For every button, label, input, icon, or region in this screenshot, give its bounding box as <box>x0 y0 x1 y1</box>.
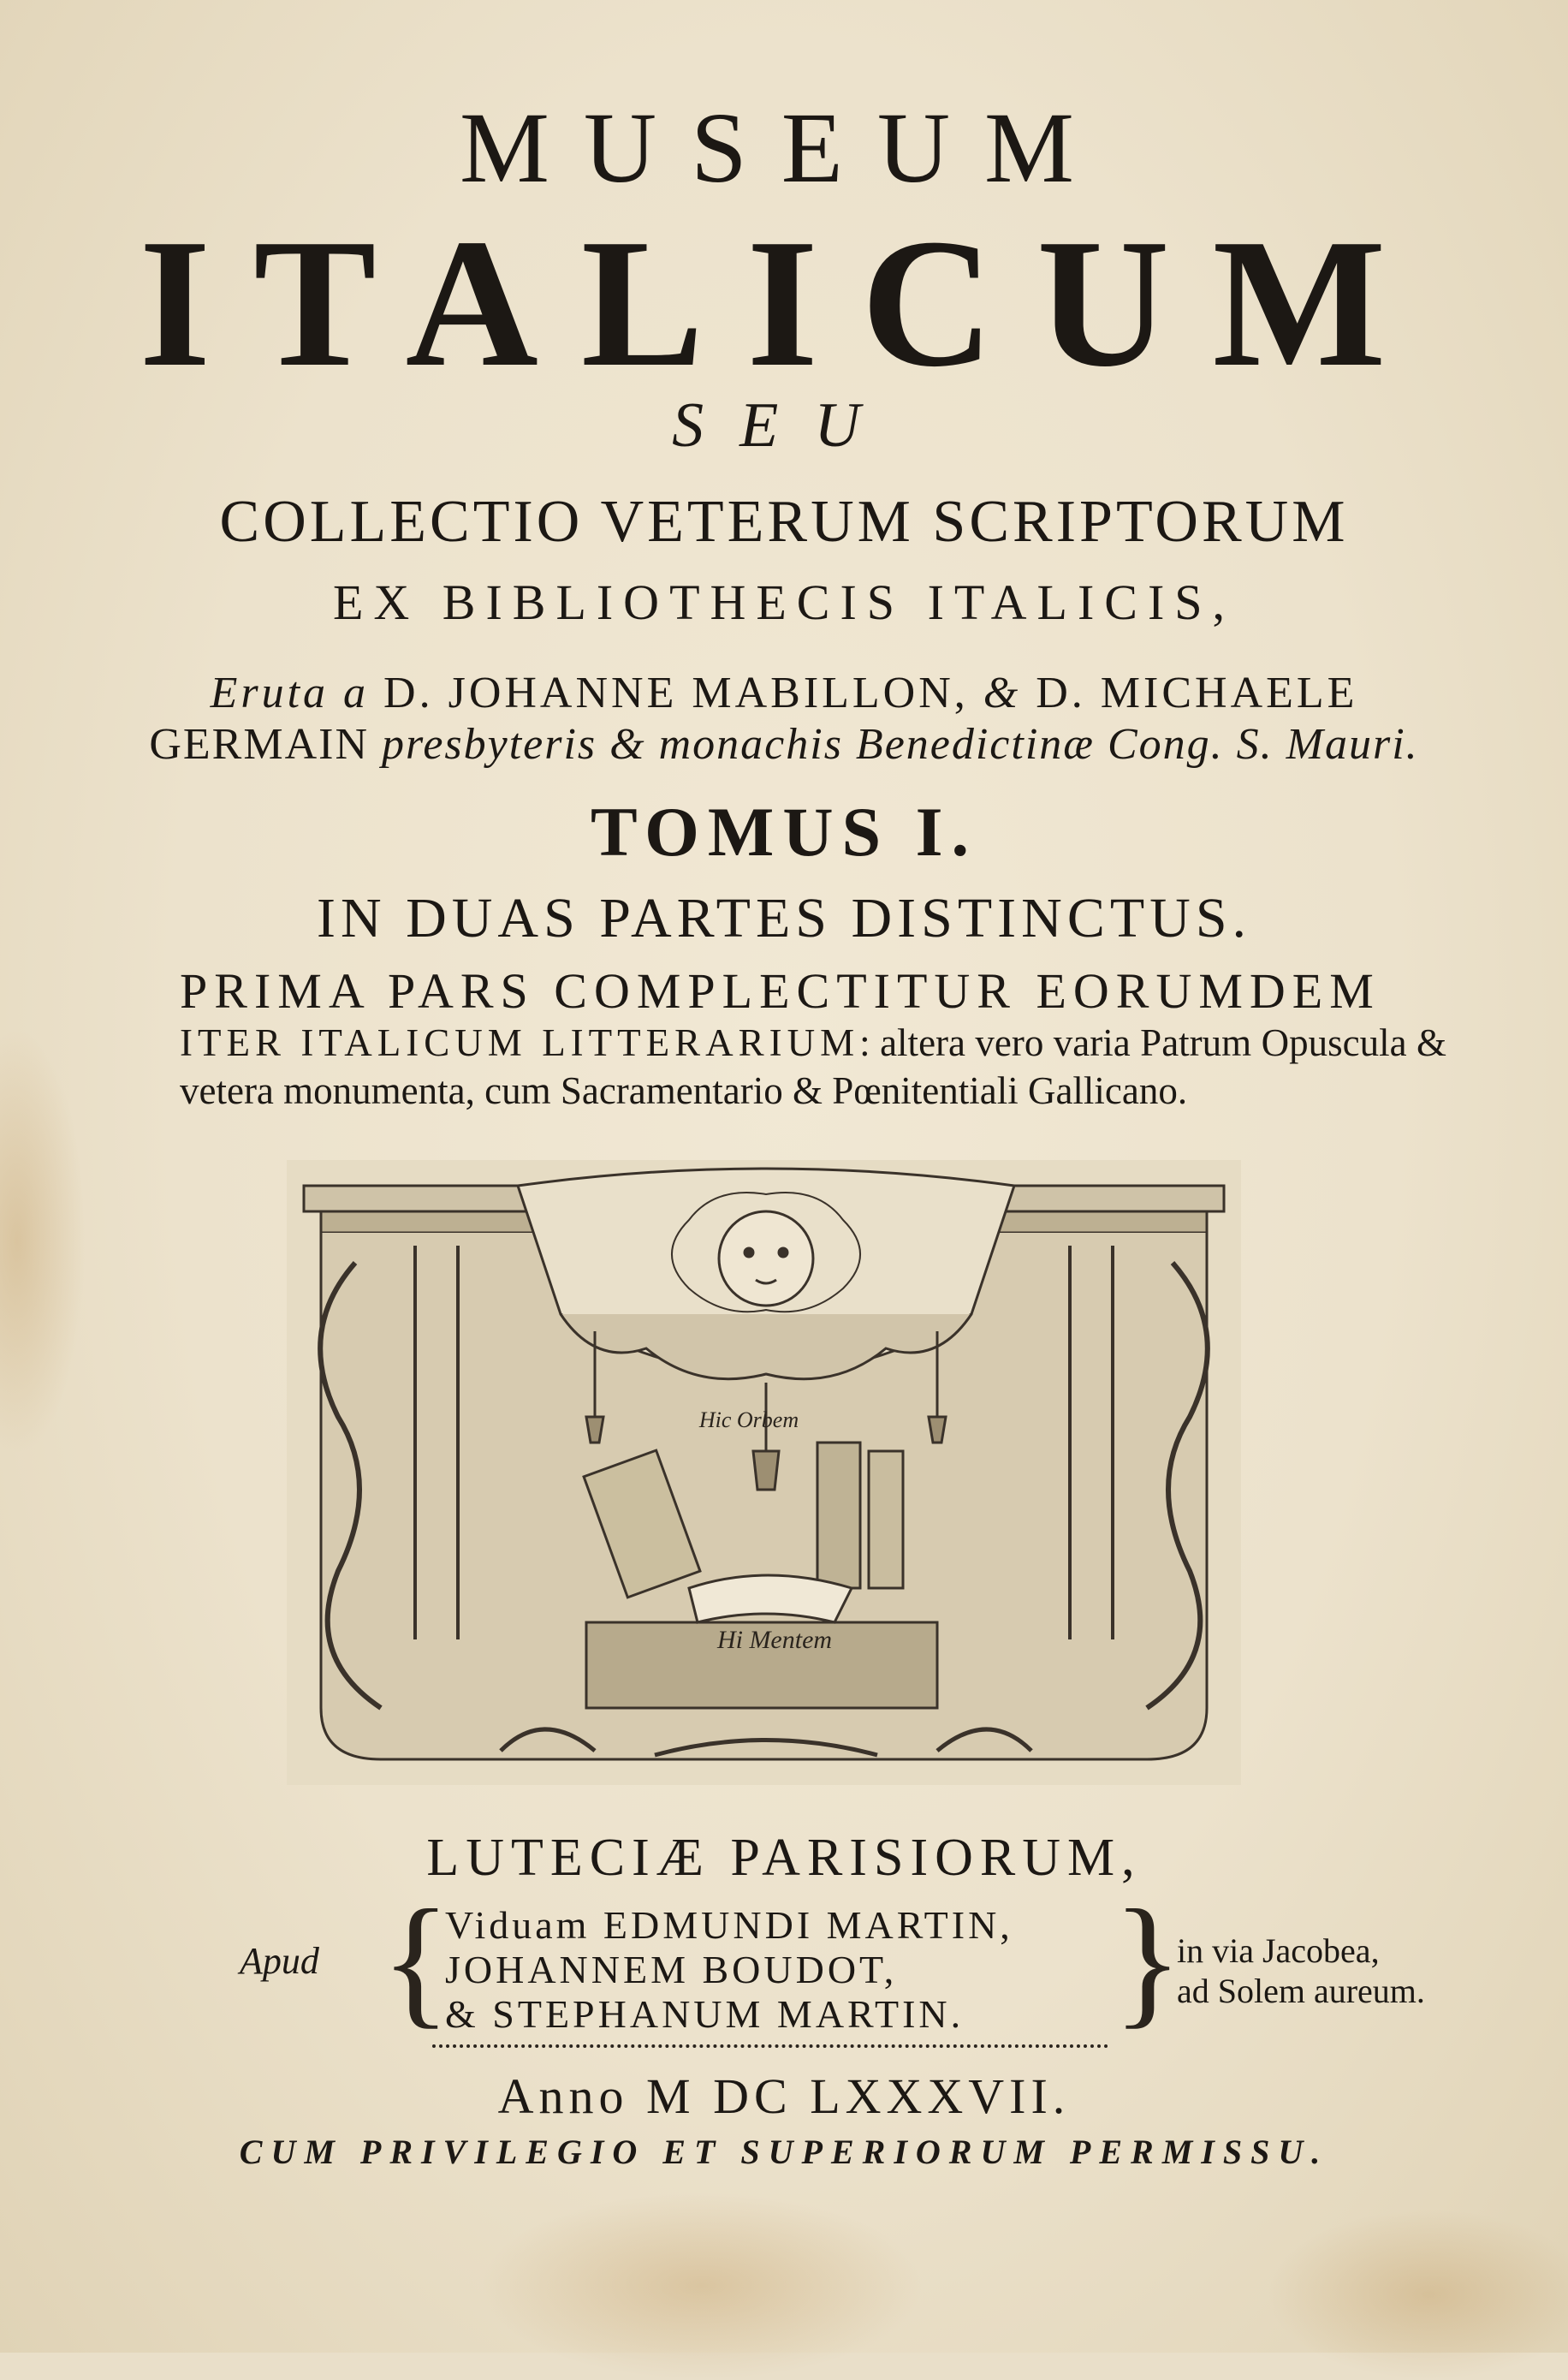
editor-michaele: D. MICHAELE <box>1036 669 1358 717</box>
editor-mabillon: D. JOHANNE MABILLON, <box>383 669 969 717</box>
engraved-vignette <box>287 1160 1241 1785</box>
imprint-year: Anno M DC LXXXVII. <box>497 2068 1071 2124</box>
editors-line-1 <box>0 668 1568 718</box>
imprint-apud: Apud <box>240 1940 319 1982</box>
publisher-1: Viduam EDMUNDI MARTIN, <box>445 1903 1013 1947</box>
subtitle-collectio: COLLECTIO VETERUM SCRIPTORUM <box>219 489 1349 555</box>
description-caps: PRIMA PARS COMPLECTITUR EORUMDEM <box>180 963 1381 1019</box>
privilege-line: CUM PRIVILEGIO ET SUPERIORUM PERMISSU. <box>239 2133 1329 2171</box>
imprint-city: LUTECIÆ PARISIORUM, <box>426 1829 1142 1887</box>
publisher-2: JOHANNEM BOUDOT, <box>445 1948 898 1991</box>
address-line-2: ad Solem aureum. <box>1177 1972 1425 2010</box>
editors-prefix: Eruta a <box>210 669 370 717</box>
address-line-1: in via Jacobea, <box>1177 1931 1380 1970</box>
banner-hic-orbem: Hic Orbem <box>698 1407 799 1432</box>
description-iter: ITER ITALICUM LITTERARIUM <box>180 1021 860 1064</box>
parts-label: IN DUAS PARTES DISTINCTUS. <box>316 887 1252 949</box>
dotted-rule <box>432 2044 1108 2048</box>
title-italicum: ITALICUM <box>139 200 1429 405</box>
title-seu: SEU <box>672 390 896 461</box>
editor-germain: GERMAIN <box>149 720 370 769</box>
editors-affiliation: presbyteris & monachis Benedictinæ Cong. S. Mauri. <box>382 720 1419 769</box>
contents-description <box>180 963 1446 1115</box>
right-brace: } <box>1113 1880 1183 2041</box>
editors-ampersand: & <box>983 669 1022 717</box>
left-brace: { <box>381 1880 451 2041</box>
editors-line-2 <box>0 719 1568 770</box>
volume-label: TOMUS I. <box>590 793 978 871</box>
publisher-3: & STEPHANUM MARTIN. <box>445 1992 965 2036</box>
subtitle-ex-bibliothecis: EX BIBLIOTHECIS ITALICIS, <box>332 574 1236 630</box>
banner-hi-mentem: Hi Mentem <box>716 1626 833 1654</box>
description-rest: : altera vero varia Patrum Opuscula & vetera monumenta, cum Sacramentario & Pœnitentiali Gallicano. <box>180 1021 1446 1112</box>
title-museum: MUSEUM <box>460 92 1108 204</box>
